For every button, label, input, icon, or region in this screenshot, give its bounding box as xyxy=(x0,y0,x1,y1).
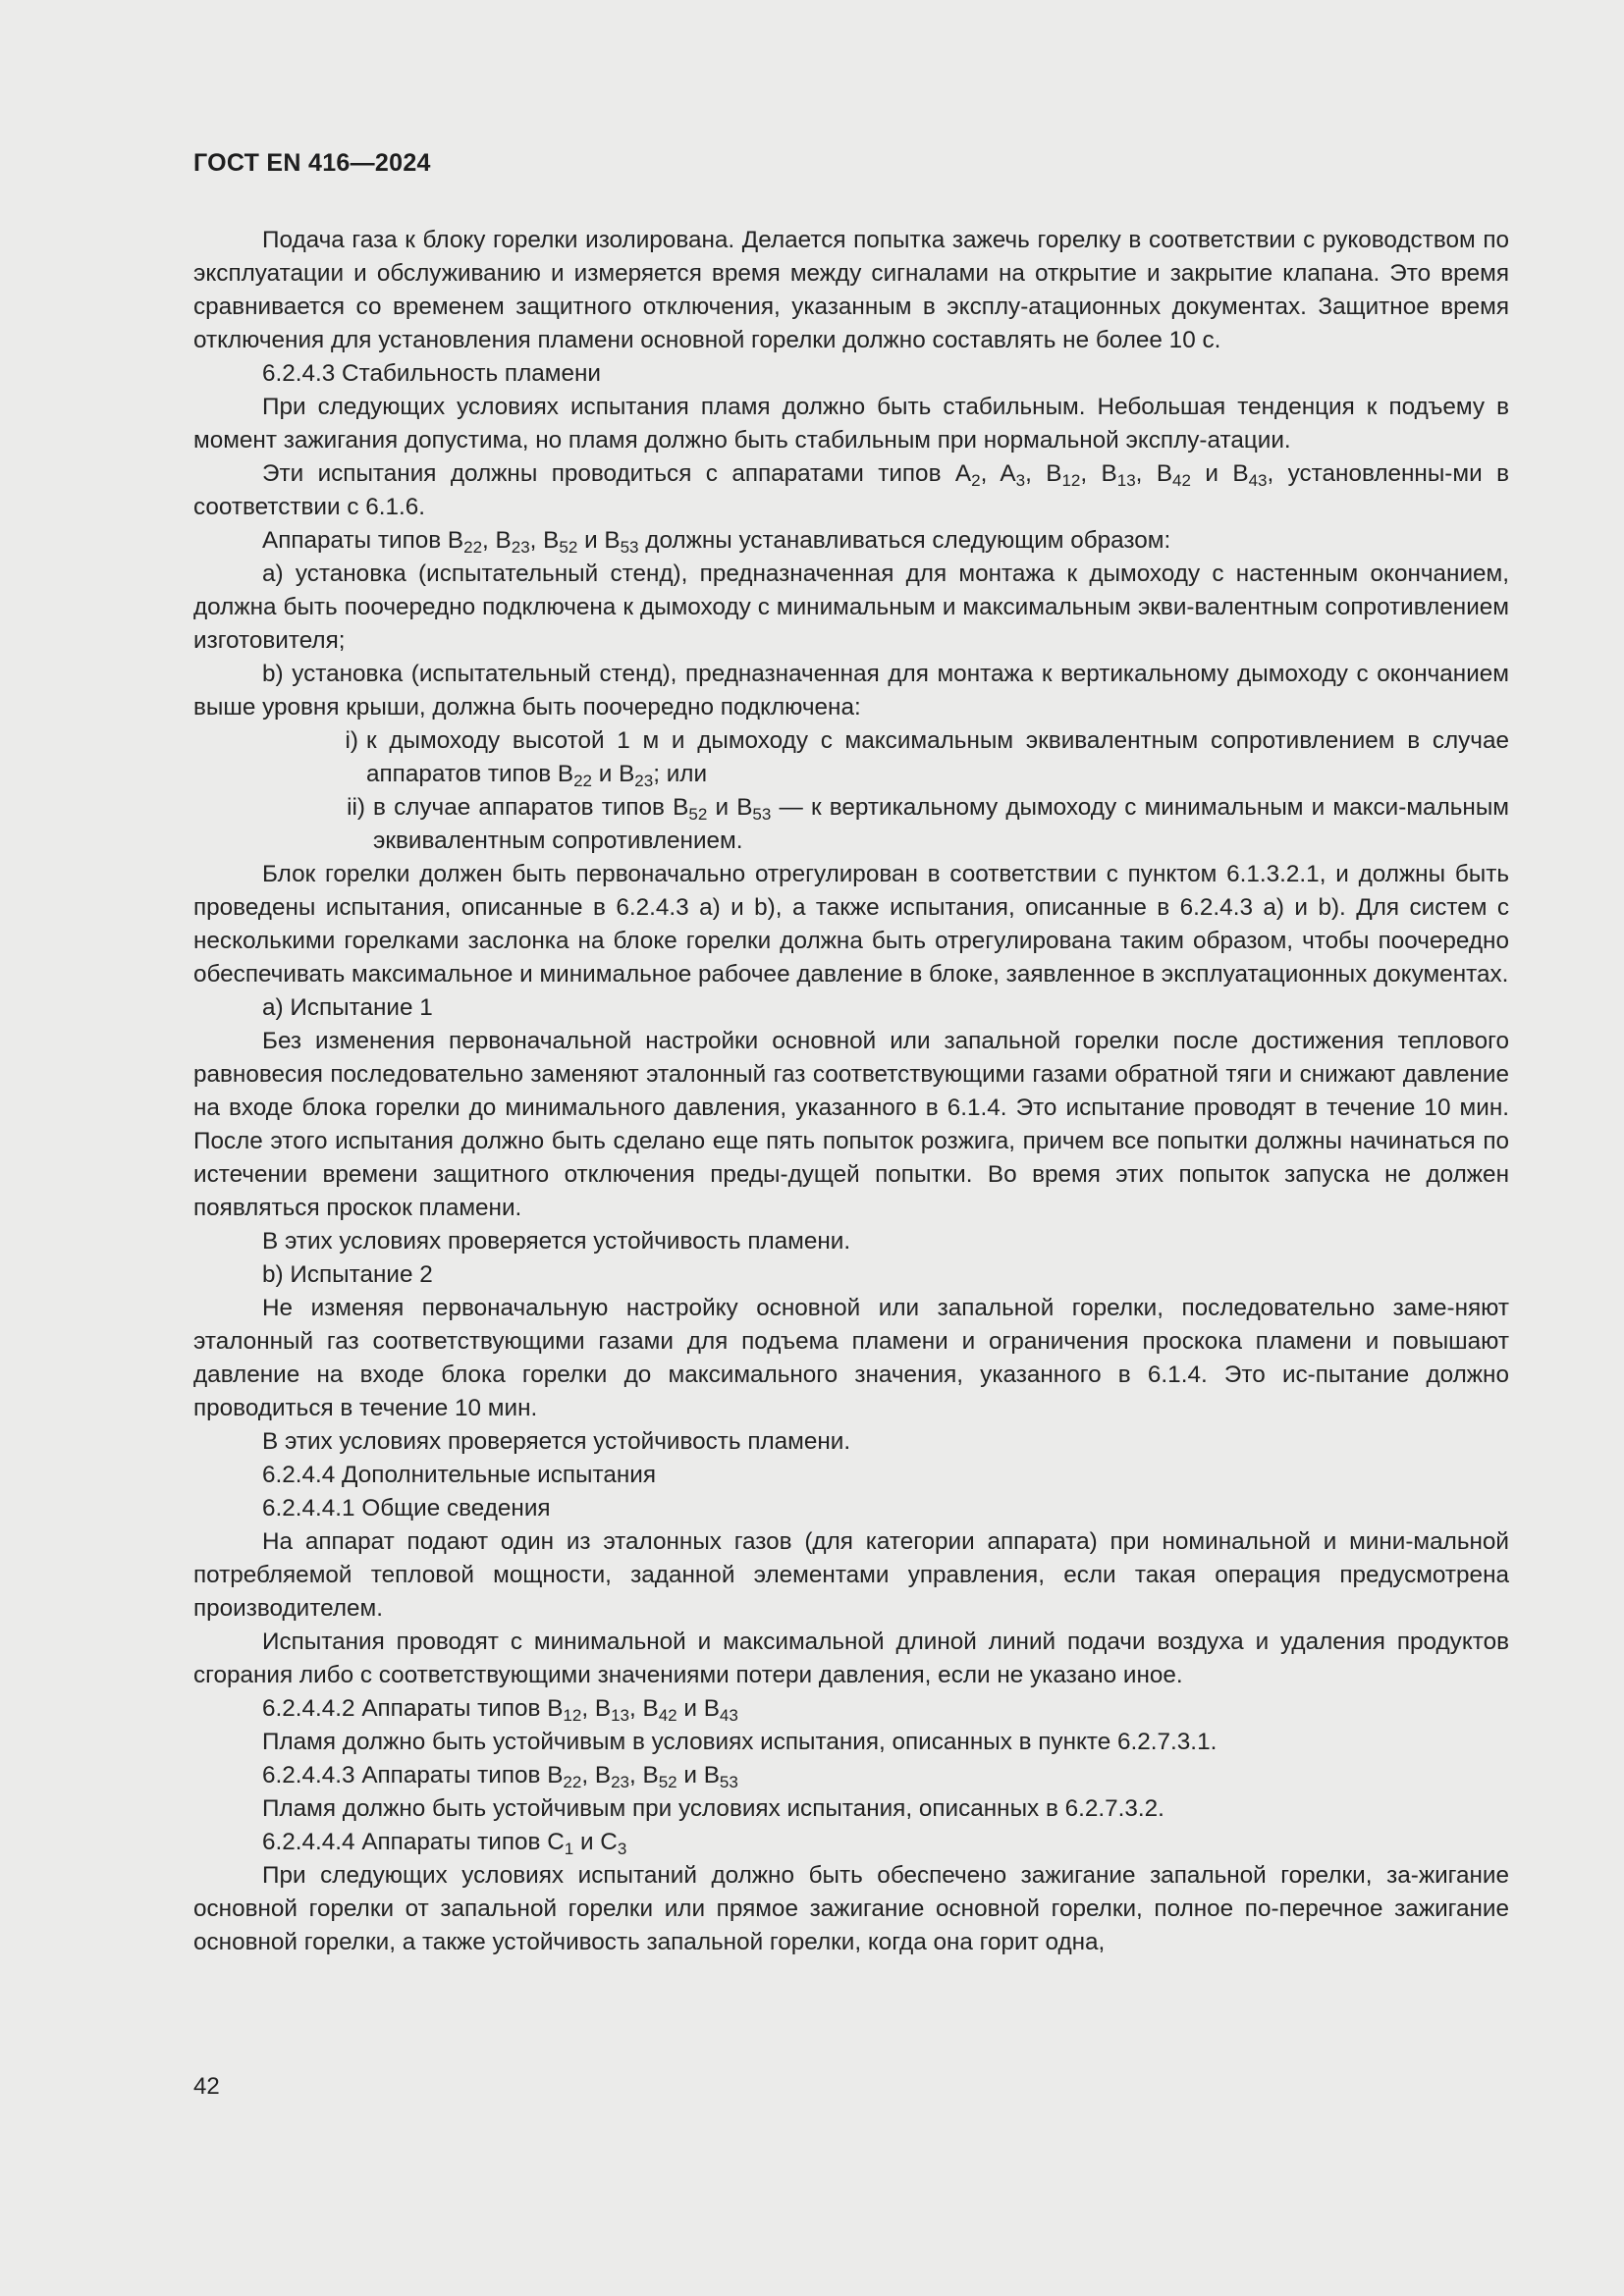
section-heading-6-2-4-4-1: 6.2.4.4.1 Общие сведения xyxy=(262,1495,551,1522)
section-heading-6-2-4-4: 6.2.4.4 Дополнительные испытания xyxy=(262,1462,656,1488)
paragraph-burner-block: Блок горелки должен быть первоначально отрегулирован в соответствии с пунктом 6.1.3.2.1, и должны быть проведены испытания, описанные в 6.2.4.3 a) и b), а также испытания, описанные в 6.2.4.3 a) и b). Для систем с несколькими горелками заслонка на блоке горелки должна быть отрегулирована таким образом, чтобы поочередно обеспечивать максимальное и минимальное рабочее давление в блоке, заявленное в эксплуатационных документах. xyxy=(193,861,1509,988)
sub-item-ii xyxy=(193,791,1509,858)
section-heading-6-2-4-3: 6.2.4.3 Стабильность пламени xyxy=(262,360,601,387)
page-number: 42 xyxy=(193,2073,220,2100)
heading-test-1: a) Испытание 1 xyxy=(262,994,433,1021)
paragraph-check-2: В этих условиях проверяется устойчивость пламени. xyxy=(262,1428,851,1455)
list-item-b: b) установка (испытательный стенд), предназначенная для монтажа к вертикальному дымоходу с окончанием выше уровня крыши, должна быть поочередно подключена: xyxy=(193,661,1509,721)
sub-item-ii-number: ii) xyxy=(347,794,365,821)
paragraph-lines: Испытания проводят с минимальной и максимальной длиной линий подачи воздуха и удаления продуктов сгорания либо с соответствующими значениями потери давления, если не указано иное. xyxy=(193,1629,1509,1688)
section-heading-6-2-4-4-2: 6.2.4.4.2 Аппараты типов $B_{12}$, $B_{13}$, $B_{42}$ и $B_{43}$ xyxy=(262,1695,738,1725)
paragraph-test-2: Не изменяя первоначальную настройку основной или запальной горелки, последовательно заме-няют эталонный газ соответствующими газами для подъема пламени и ограничения проскока пламени и повышают давление на входе блока горелки до максимального значения, указанного в 6.1.4. Это ис-пытание должно проводиться в течение 10 мин. xyxy=(193,1295,1509,1421)
paragraph-6-2-4-4-4: При следующих условиях испытаний должно быть обеспечено зажигание запальной горелки, за-жигание основной горелки от запальной горелки или прямое зажигание основной горелки, полное по-перечное зажигание основной горелки, а также устойчивость запальной горелки, когда она горит одна, xyxy=(193,1862,1509,1955)
section-heading-6-2-4-4-3: 6.2.4.4.3 Аппараты типов $B_{22}$, $B_{23}$, $B_{52}$ и $B_{53}$ xyxy=(262,1762,738,1791)
paragraph-ignition-timing: Подача газа к блоку горелки изолирована. Делается попытка зажечь горелку в соответствии с руководством по эксплуатации и обслуживанию и измеряется время между сигналами на открытие и закрытие клапана. Это время сравнивается со временем защитного отключения, указанным в эксплу-атационных документах. Защитное время отключения для установления пламени основной горелки должно составлять не более 10 с. xyxy=(193,227,1509,353)
paragraph-6-2-4-4-2: Пламя должно быть устойчивым в условиях испытания, описанных в пункте 6.2.7.3.1. xyxy=(262,1729,1218,1755)
sub-item-i-number: i) xyxy=(345,727,358,754)
sub-item-i-text: к дымоходу высотой 1 м и дымоходу с максимальным эквивалентным сопротивлением в случае аппаратов типов $B_{22}$ и $B_{23}$; или xyxy=(366,727,1509,790)
paragraph-appliance-types: Эти испытания должны проводиться с аппаратами типов $A_2$, $A_3$, $B_{12}$, $B_{13}$, $B_{42}$ и $B_{43}$, установленны-ми в соответствии с 6.1.6. xyxy=(193,460,1509,520)
sub-item-i xyxy=(193,724,1509,791)
sub-item-ii-text: в случае аппаратов типов $B_{52}$ и $B_{53}$ — к вертикальному дымоходу с минимальным и макси-мальным эквивалентным сопротивлением. xyxy=(373,794,1509,854)
list-item-a: a) установка (испытательный стенд), предназначенная для монтажа к дымоходу с настенным окончанием, должна быть поочередно подключена к дымоходу с минимальным и максимальным экви-валентным сопротивлением изготовителя; xyxy=(193,561,1509,654)
heading-test-2: b) Испытание 2 xyxy=(262,1261,433,1288)
paragraph-flame-stability: При следующих условиях испытания пламя должно быть стабильным. Небольшая тенденция к подъему в момент зажигания допустима, но пламя должно быть стабильным при нормальной эксплу-атации. xyxy=(193,394,1509,454)
paragraph-test-1: Без изменения первоначальной настройки основной или запальной горелки после достижения теплового равновесия последовательно заменяют эталонный газ соответствующими газами обратной тяги и снижают давление на входе блока горелки до минимального давления, указанного в 6.1.4. Это испытание проводят в течение 10 мин. После этого испытания должно быть сделано еще пять попыток розжига, причем все попытки должны начинаться по истечении времени защитного отключения преды-дущей попытки. Во время этих попыток запуска не должен появляться проскок пламени. xyxy=(193,1028,1509,1221)
paragraph-check-1: В этих условиях проверяется устойчивость пламени. xyxy=(262,1228,851,1255)
section-heading-6-2-4-4-4: 6.2.4.4.4 Аппараты типов $C_1$ и $C_3$ xyxy=(262,1829,627,1858)
paragraph-general: На аппарат подают один из эталонных газов (для категории аппарата) при номинальной и мини-мальной потребляемой тепловой мощности, заданной элементами управления, если такая операция предусмотрена производителем. xyxy=(193,1528,1509,1622)
document-header: ГОСТ EN 416—2024 xyxy=(193,149,431,177)
document-body xyxy=(193,224,1509,1959)
paragraph-installation: Аппараты типов $B_{22}$, $B_{23}$, $B_{52}$ и $B_{53}$ должны устанавливаться следующим образом: xyxy=(262,527,1171,557)
paragraph-6-2-4-4-3: Пламя должно быть устойчивым при условиях испытания, описанных в 6.2.7.3.2. xyxy=(262,1795,1164,1822)
